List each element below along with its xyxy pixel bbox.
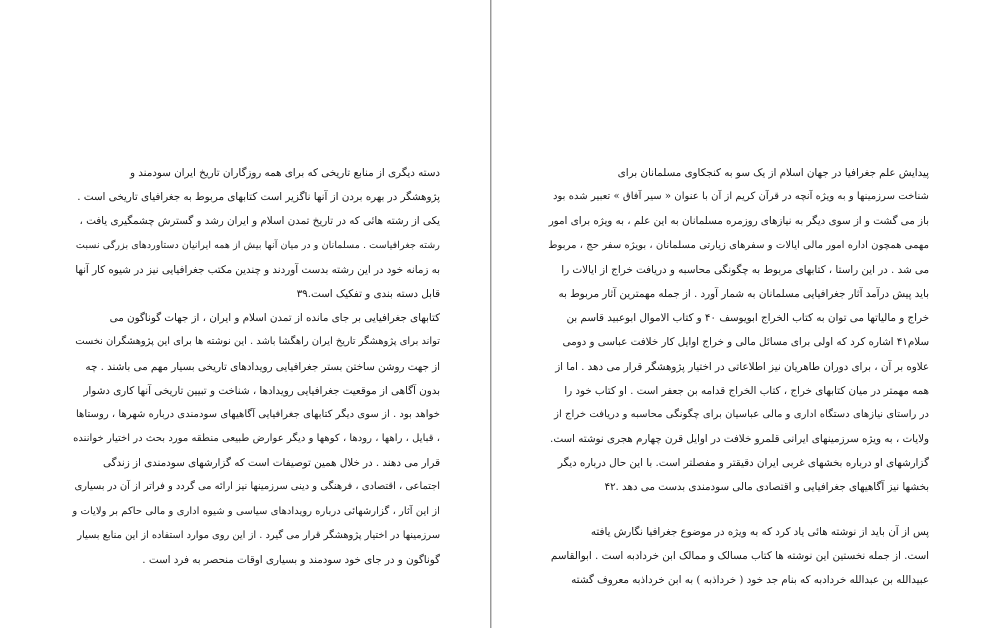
text-line: پژوهشگر در بهره بردن از آنها ناگزیر است کتابهای مربوط به جغرافیای تاریخی است . xyxy=(77,191,440,204)
text-line: همه مهمتر در میان کتابهای خراج ، کتاب الخراج قدامه بن جعفر است . او کتاب خود را xyxy=(564,384,929,397)
text-line: گزارشهای او درباره بخشهای غربی ایران دقیقتر و مفصلتر است. با این حال درباره دیگر xyxy=(557,457,929,470)
text-line: عبیدالله بن عبدالله خردادبه که بنام جد خود ( خرداذبه ) به ابن خرداذبه معروف گشته xyxy=(571,574,929,586)
text-line: خواهد بود . از سوی دیگر کتابهای جغرافیایی آگاهیهای سودمندی درباره شهرها ، روستاها xyxy=(75,408,440,420)
text-line: می شد . در این راستا ، کتابهای مربوط به چگونگی محاسبه و دریافت خراج از ایالات را xyxy=(561,263,929,276)
text-line: است. از جمله نخستین این نوشته ها کتاب مسالک و ممالک ابن خردادبه است . ابوالقاسم xyxy=(550,549,929,562)
text-line: تواند برای پژوهشگر تاریخ ایران راهگشا باشد . این نوشته ها برای این پژوهشگران نخست xyxy=(75,336,440,348)
text-line: از جهت روشن ساختن بستر جغرافیایی رویدادهای تاریخی بسیار مهم می باشند . چه xyxy=(85,360,440,373)
text-line: باز می گشت و از سوی دیگر به نیازهای روزمره مسلمانان به این علم ، به ویژه برای امور xyxy=(548,215,929,228)
text-line: پیدایش علم جغرافیا در جهان اسلام از یک سو به کنجکاوی مسلمانان برای xyxy=(617,167,929,179)
text-line: ولایات ، به ویژه سرزمینهای ایرانی قلمرو خلافت در اوایل قرن چهارم هجری نوشته است. xyxy=(550,433,929,446)
text-line: ، قبایل ، راهها ، رودها ، کوهها و دیگر عوارض طبیعی منطقه مورد بحث در اختیار خواننده xyxy=(73,433,440,445)
text-line: پس از آن باید از نوشته هائی یاد کرد که به ویژه در موضوع جغرافیا نگارش یافته xyxy=(590,525,929,538)
text-line: خراج و مالیاتها می توان به کتاب الخراج ابویوسف ۴۰ و کتاب الاموال ابوعبید قاسم بن xyxy=(566,312,929,325)
text-line: قابل دسته بندی و تفکیک است.۳۹ xyxy=(296,287,440,300)
text-line: قرار می دهند . در خلال همین توصیفات است که گزارشهای سودمندی از زندگی xyxy=(102,457,440,470)
text-line: به زمانه خود در این رشته بدست آوردند و چندین مکتب جغرافیایی نیز در شیوه کار آنها xyxy=(75,263,440,276)
text-line: دسته دیگری از منابع تاریخی که برای همه روزگاران تاریخ ایران سودمند و xyxy=(129,167,440,179)
text-line: سرزمینها در اختیار پژوهشگر قرار می گیرد . از این روی موارد استفاده از این منابع بسیار xyxy=(77,529,440,541)
right-page-text-column xyxy=(548,161,929,592)
text-line: علاوه بر آن ، برای دوران طاهریان نیز اطلاعاتی در اختیار پژوهشگر قرار می دهد . اما از xyxy=(555,360,929,373)
text-line: رشته جغرافیاست . مسلمانان و در میان آنها بیش از همه ایرانیان دستاوردهای بزرگی نسبت xyxy=(75,239,440,251)
text-line: بخشها نیز آگاهیهای جغرافیایی و اقتصادی مالی سودمندی بدست می دهد .۴۲ xyxy=(604,481,929,494)
paragraph-gap xyxy=(548,500,929,520)
text-line: گوناگون و در جای خود سودمند و بسیاری اوقات منحصر به فرد است . xyxy=(142,554,440,566)
text-line: مهمی همچون اداره امور مالی ایالات و سفرهای زیارتی مسلمانان ، بویژه سفر حج ، مربوط xyxy=(548,239,929,251)
text-line: یکی از رشته هائی که در تاریخ تمدن اسلام و ایران رشد و گسترش چشمگیری یافت ، xyxy=(79,215,440,228)
left-page xyxy=(0,0,491,628)
text-line: سلام۴۱ اشاره کرد که اولی برای مسائل مالی و خراج اوایل کار خلافت عباسی و دومی xyxy=(562,336,929,349)
text-line: در راستای نیازهای دستگاه اداری و مالی عباسیان برای چگونگی محاسبه و دریافت خراج از xyxy=(554,408,929,420)
text-line: بدون آگاهی از موقعیت جغرافیایی رویدادها ، شناخت و تبیین تاریخی آنها کاری دشوار xyxy=(83,384,440,397)
left-page-text-column xyxy=(71,161,440,572)
text-line: اجتماعی ، اقتصادی ، فرهنگی و دینی سرزمینها نیز ارائه می گردد و فراتر از آن در بسیاری xyxy=(74,481,440,493)
text-line: باید پیش درآمد آثار جغرافیایی مسلمانان به شمار آورد . از جمله مهمترین آثار مربوط به xyxy=(558,287,929,300)
text-line: کتابهای جغرافیایی بر جای مانده از تمدن اسلام و ایران ، از جهات گوناگون می xyxy=(109,312,440,325)
text-line: شناخت سرزمینها و به ویژه آنچه در قرآن کریم از آن با عنوان « سیر آفاق » تعبیر شده بود xyxy=(552,191,929,203)
text-line: از این آثار ، گزارشهائی درباره رویدادهای سیاسی و شیوه اداری و مالی حاکم بر ولایات و xyxy=(72,505,440,517)
